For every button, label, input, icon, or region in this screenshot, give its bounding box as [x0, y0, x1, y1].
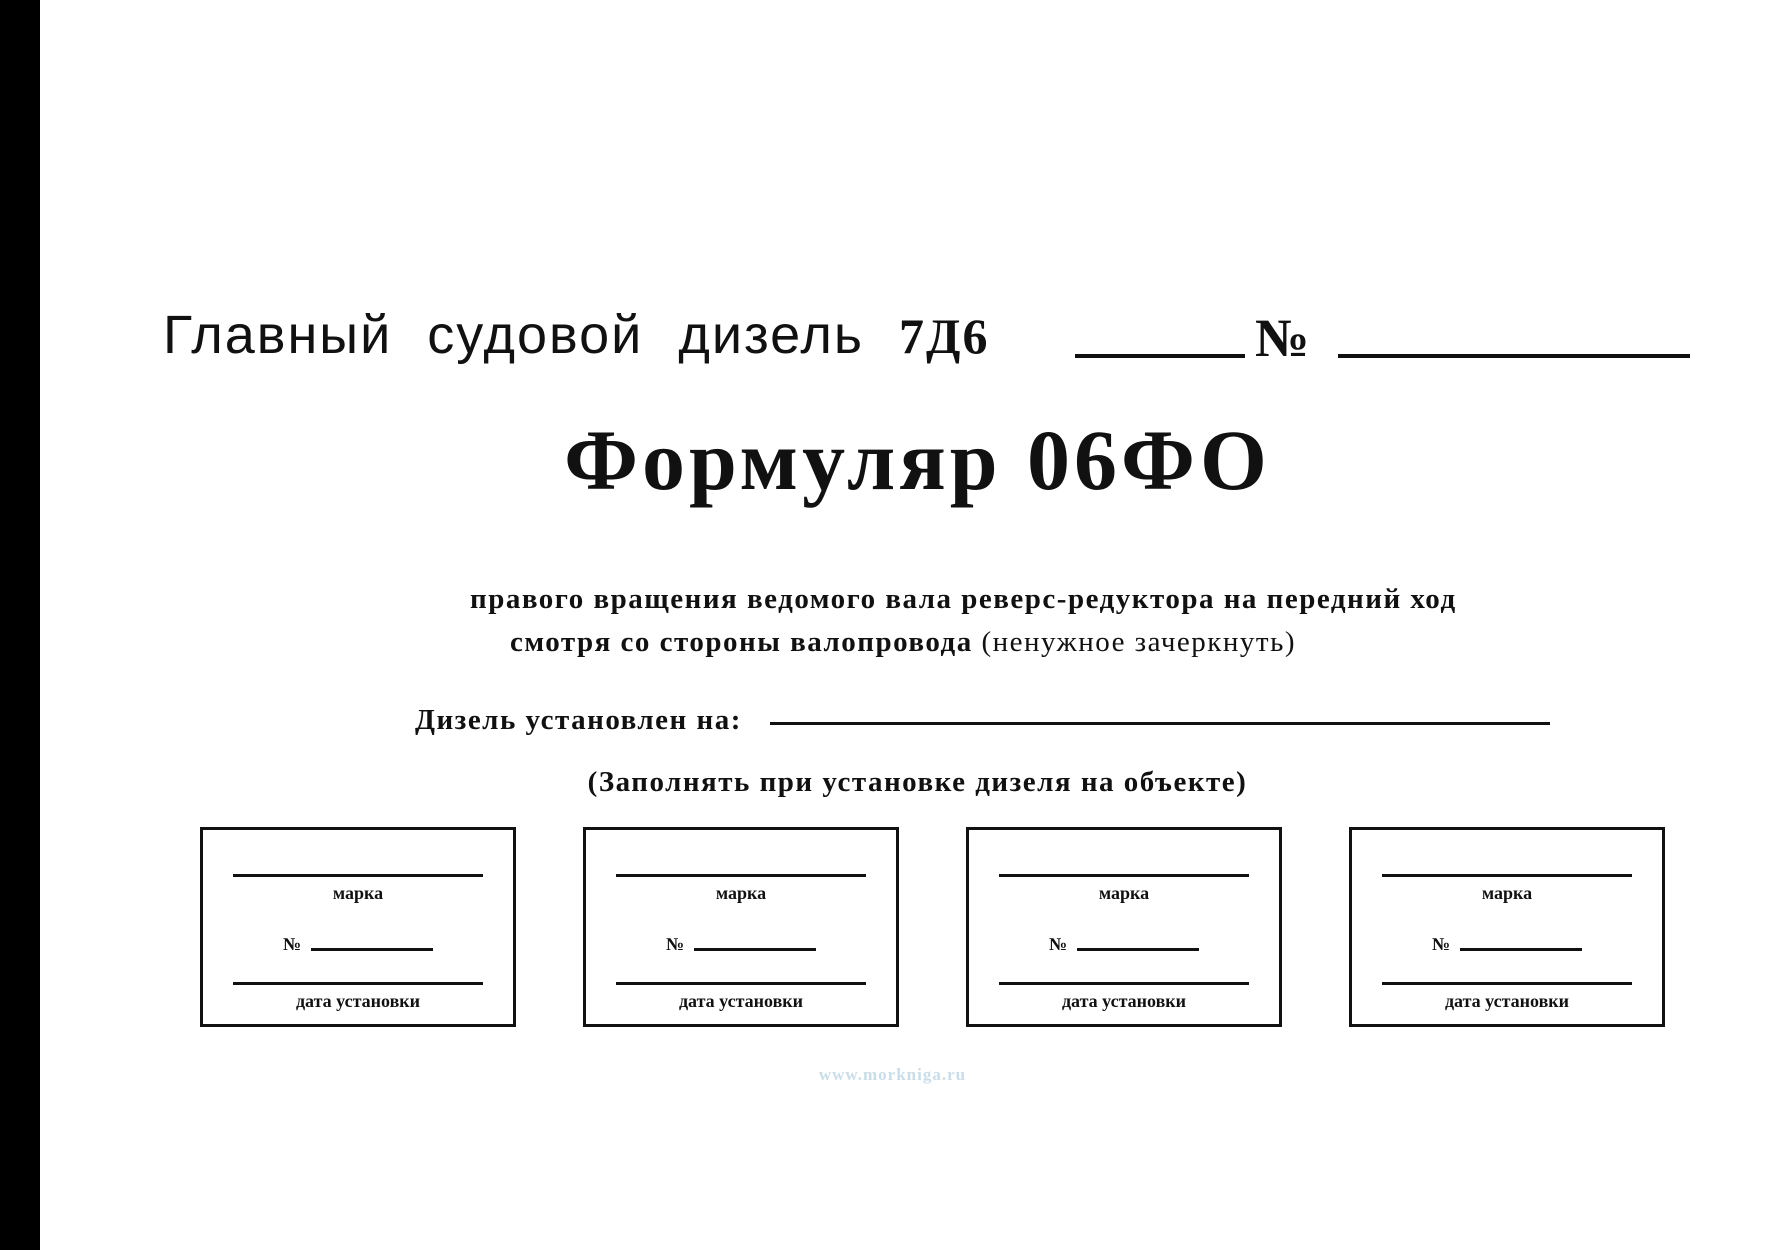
header-word-marine: судовой — [427, 305, 644, 365]
header-model: 7Д6 — [899, 308, 990, 364]
plate-number-sign: № — [283, 934, 302, 954]
header-blank-line-2[interactable] — [1338, 354, 1690, 358]
plate-date-field[interactable] — [616, 982, 866, 985]
header-blank-line-1[interactable] — [1075, 354, 1245, 358]
plate-date-field[interactable] — [233, 982, 483, 985]
plate-brand-field[interactable] — [616, 874, 866, 877]
plate-brand-label: марка — [1098, 883, 1150, 903]
plate-number-field[interactable] — [1077, 948, 1199, 951]
plate-brand-field[interactable] — [999, 874, 1249, 877]
subtitle-line-1: правого вращения ведомого вала реверс-редуктора на передний ход — [470, 583, 1457, 615]
plate-box-4 — [1349, 827, 1665, 1027]
plate-box-1 — [200, 827, 516, 1027]
plate-number-sign: № — [666, 934, 685, 954]
header-word-diesel: дизель — [678, 305, 865, 365]
subtitle-line-2 — [510, 625, 1296, 659]
plate-number-sign: № — [1432, 934, 1451, 954]
fill-note: (Заполнять при установке дизеля на объекте) — [587, 766, 1248, 798]
plate-brand-field[interactable] — [233, 874, 483, 877]
installed-on-label: Дизель установлен на: — [415, 704, 742, 736]
installed-on-field[interactable] — [770, 722, 1550, 725]
subtitle-line-2-note: (ненужное зачеркнуть) — [981, 626, 1296, 658]
plate-date-label: дата установки — [678, 991, 804, 1011]
plate-date-label: дата установки — [1444, 991, 1570, 1011]
plate-brand-field[interactable] — [1382, 874, 1632, 877]
plate-box-3 — [966, 827, 1282, 1027]
plate-number-field[interactable] — [694, 948, 816, 951]
header-line — [163, 305, 989, 366]
header-number-sign: № — [1255, 308, 1310, 368]
header-word-main: Главный — [163, 305, 393, 365]
plate-brand-label: марка — [332, 883, 384, 903]
page-title: Формуляр 06ФО — [564, 412, 1271, 508]
subtitle-line-2-main: смотря со стороны валопровода — [510, 626, 973, 658]
watermark: www.morkniga.ru — [818, 1065, 967, 1084]
plate-brand-label: марка — [1481, 883, 1533, 903]
plate-number-field[interactable] — [1460, 948, 1582, 951]
plate-date-field[interactable] — [1382, 982, 1632, 985]
plate-date-field[interactable] — [999, 982, 1249, 985]
plate-date-label: дата установки — [295, 991, 421, 1011]
scan-edge-bar — [0, 0, 40, 1250]
plate-brand-label: марка — [715, 883, 767, 903]
plate-box-2 — [583, 827, 899, 1027]
plate-date-label: дата установки — [1061, 991, 1187, 1011]
plate-number-sign: № — [1049, 934, 1068, 954]
plate-number-field[interactable] — [311, 948, 433, 951]
